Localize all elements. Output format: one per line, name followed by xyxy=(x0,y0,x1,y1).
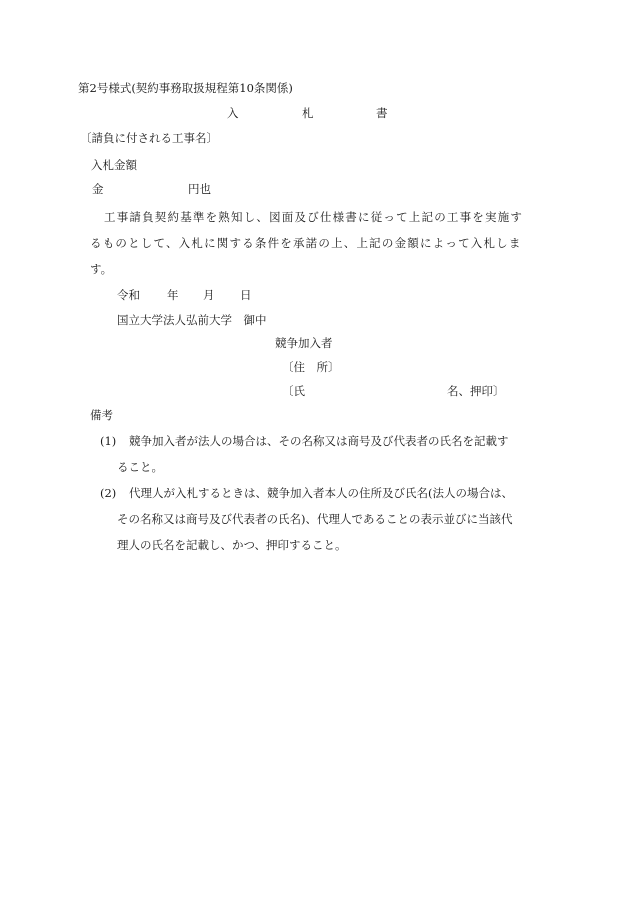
bidder-name-right: 名、押印〕 xyxy=(447,384,505,398)
bid-amount-label: 入札金額 xyxy=(91,158,137,172)
date-year: 年 xyxy=(167,288,179,302)
note-2-line-3: 理人の氏名を記載し、かつ、押印すること。 xyxy=(117,538,347,552)
amount-prefix: 金 xyxy=(92,182,104,196)
bidder-address: 〔住 所〕 xyxy=(282,360,340,374)
title-char-3: 書 xyxy=(376,106,388,120)
note-1-number: (1) xyxy=(100,434,117,448)
title-char-2: 札 xyxy=(302,106,314,120)
note-1-line-1: 競争加入者が法人の場合は、その名称又は商号及び代表者の氏名を記載す xyxy=(129,434,509,448)
amount-suffix: 円也 xyxy=(188,182,211,196)
recipient: 国立大学法人弘前大学 御中 xyxy=(117,313,267,327)
bidder-name-left: 〔氏 xyxy=(282,384,305,398)
bidder-label: 競争加入者 xyxy=(275,336,333,350)
body-line-1: 工事請負契約基準を熟知し、図面及び仕様書に従って上記の工事を実施す xyxy=(104,210,524,224)
date-era: 令和 xyxy=(117,288,140,302)
date-day: 日 xyxy=(240,288,252,302)
title-char-1: 入 xyxy=(227,106,239,120)
date-month: 月 xyxy=(203,288,215,302)
notes-heading: 備考 xyxy=(90,408,113,422)
note-2-number: (2) xyxy=(100,486,117,500)
body-line-3: す。 xyxy=(90,262,113,276)
body-line-2: るものとして、入札に関する条件を承諾の上、上記の金額によって入札しま xyxy=(90,236,522,250)
form-header: 第2号様式(契約事務取扱規程第10条関係) xyxy=(78,81,293,95)
project-name-label: 〔請負に付される工事名〕 xyxy=(80,131,218,145)
note-2-line-1: 代理人が入札するときは、競争加入者本人の住所及び氏名(法人の場合は、 xyxy=(129,486,513,500)
note-1-line-2: ること。 xyxy=(117,460,163,474)
note-2-line-2: その名称又は商号及び代表者の氏名)、代理人であることの表示並びに当該代 xyxy=(117,512,513,526)
